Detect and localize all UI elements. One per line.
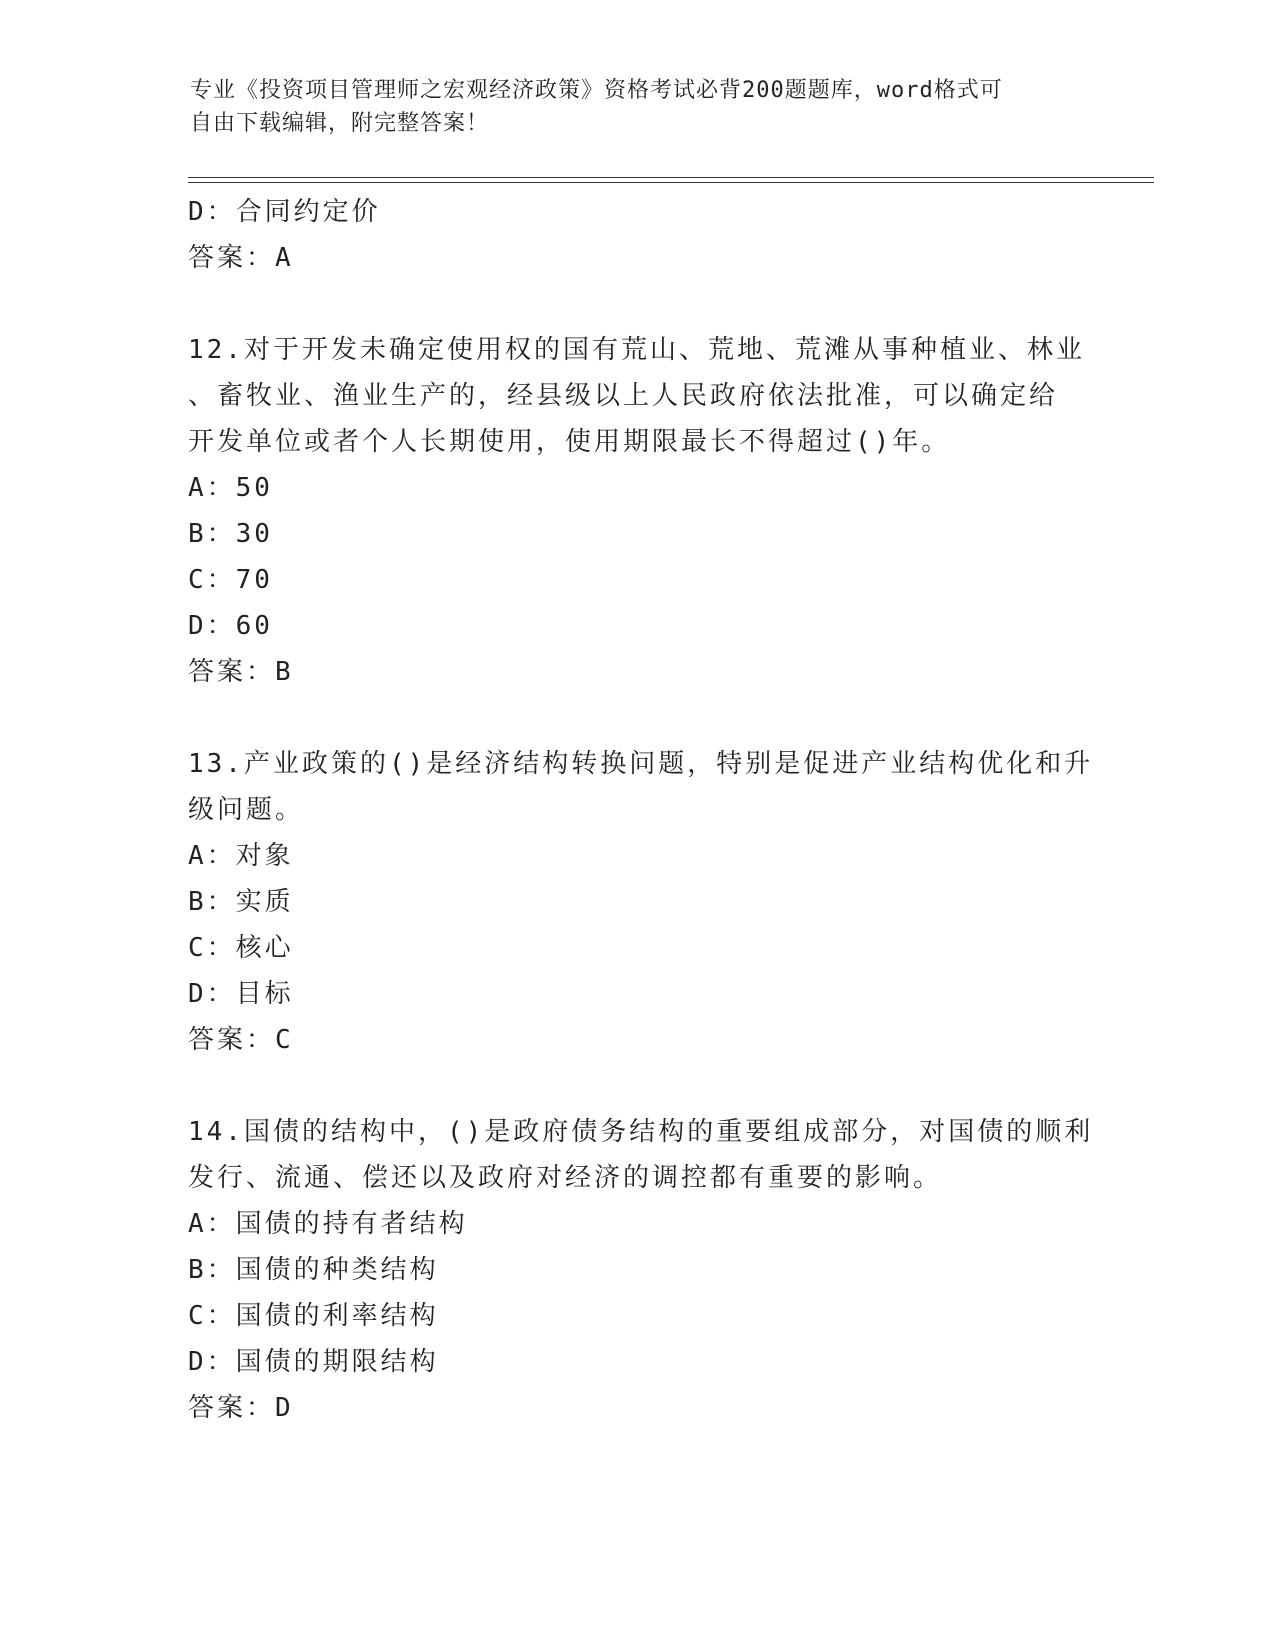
- prev-answer: 答案：A: [188, 243, 294, 273]
- question-14-option-a: A：国债的持有者结构: [188, 1209, 468, 1239]
- question-14: [188, 1109, 1094, 1431]
- question-13: [188, 741, 1094, 1063]
- question-12-text-line-1: 12.对于开发未确定使用权的国有荒山、荒地、荒滩从事种植业、林业: [188, 335, 1085, 365]
- question-14-text-line-1: 14.国债的结构中，()是政府债务结构的重要组成部分，对国债的顺利: [188, 1117, 1094, 1147]
- question-13-option-d: D：目标: [188, 979, 294, 1009]
- question-14-option-c: C：国债的利率结构: [188, 1301, 439, 1331]
- question-14-answer: 答案：D: [188, 1393, 294, 1423]
- prev-option-d: D：合同约定价: [188, 197, 381, 227]
- question-13-answer: 答案：C: [188, 1025, 294, 1055]
- question-12: [188, 327, 1088, 695]
- question-13-text-line-1: 13.产业政策的()是经济结构转换问题，特别是促进产业结构优化和升: [188, 749, 1094, 779]
- question-13-text-line-2: 级问题。: [188, 795, 305, 825]
- question-14-option-d: D：国债的期限结构: [188, 1347, 439, 1377]
- question-14-option-b: B：国债的种类结构: [188, 1255, 439, 1285]
- question-13-option-a: A：对象: [188, 841, 294, 871]
- document-body: [188, 189, 1094, 1477]
- header-rule-bottom: [188, 182, 1154, 183]
- question-12-answer: 答案：B: [188, 657, 294, 687]
- question-12-option-c: C：70: [188, 565, 273, 595]
- question-12-option-b: B：30: [188, 519, 273, 549]
- header-line-2: 自由下载编辑，附完整答案！: [190, 111, 490, 136]
- header-line-1: 专业《投资项目管理师之宏观经济政策》资格考试必背200题题库，word格式可: [190, 78, 1003, 103]
- question-14-text-line-2: 发行、流通、偿还以及政府对经济的调控都有重要的影响。: [188, 1163, 943, 1193]
- question-13-option-b: B：实质: [188, 887, 294, 917]
- header-rule-top: [188, 177, 1154, 178]
- document-header: [190, 74, 1070, 140]
- question-12-text-line-2: 、畜牧业、渔业生产的，经县级以上人民政府依法批准，可以确定给: [188, 381, 1059, 411]
- question-12-option-d: D：60: [188, 611, 273, 641]
- question-12-option-a: A：50: [188, 473, 273, 503]
- question-12-text-line-3: 开发单位或者个人长期使用，使用期限最长不得超过()年。: [188, 427, 951, 457]
- question-13-option-c: C：核心: [188, 933, 294, 963]
